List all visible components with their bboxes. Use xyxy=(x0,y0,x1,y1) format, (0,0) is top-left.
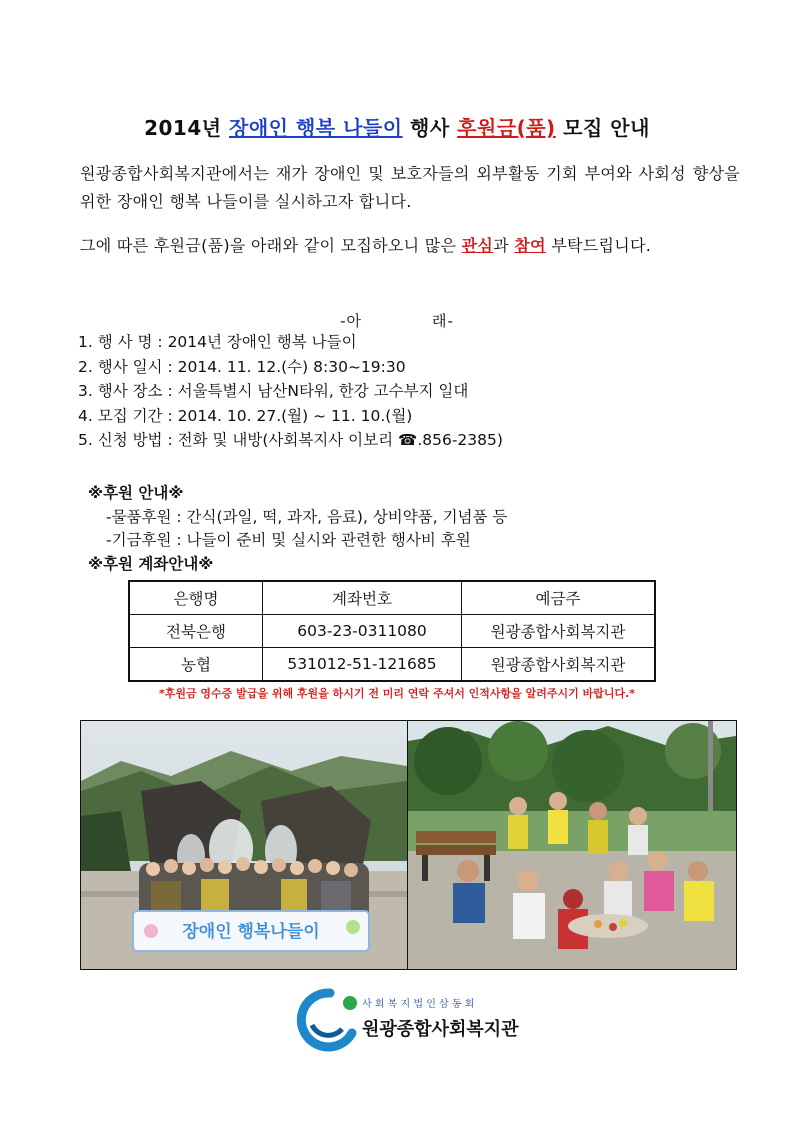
logo-mark xyxy=(290,985,550,1055)
list-item: 2. 행사 일시 : 2014. 11. 12.(수) 8:30~19:30 xyxy=(78,357,406,376)
list-item: 1. 행 사 명 : 2014년 장애인 행복 나들이 xyxy=(78,333,357,351)
picnic-photo-drawing xyxy=(408,721,736,969)
table-cell: 603-23-0311080 xyxy=(263,615,462,648)
table-header-cell: 예금주 xyxy=(462,581,656,615)
table-cell: 원광종합사회복지관 xyxy=(462,648,656,682)
money-support: -기금후원 : 나들이 준비 및 실시와 관련한 행사비 후원 xyxy=(106,531,471,549)
support-heading: ※후원 안내※ xyxy=(88,484,184,502)
page-title xyxy=(0,112,794,141)
participation-highlight: 참여 xyxy=(514,236,546,255)
support-section xyxy=(88,482,507,576)
table-cell: 전북은행 xyxy=(129,615,263,648)
title-recruit: 모집 안내 xyxy=(555,116,650,140)
table-header-cell: 계좌번호 xyxy=(263,581,462,615)
interest-highlight: 관심 xyxy=(461,236,494,255)
table-header-row xyxy=(129,581,655,615)
below-marker: -아 래- xyxy=(340,312,454,330)
request-paragraph: 그에 따른 후원금(품)을 아래와 같이 모집하오니 많은 관심과 참여 부탁드립니다. xyxy=(80,236,652,255)
table-cell: 531012-51-121685 xyxy=(263,648,462,682)
receipt-note: *후원금 영수증 발급을 위해 후원을 하시기 전 미리 연락 주셔서 인적사항을 알려주시기 바랍니다.* xyxy=(158,687,636,700)
table-header-cell: 은행명 xyxy=(129,581,263,615)
organization-logo xyxy=(290,985,550,1055)
logo-subtitle: 사 회 복 지 법 인 삼 동 회 xyxy=(362,999,475,1010)
group-photo xyxy=(80,720,408,970)
bank-account-table xyxy=(128,580,656,682)
title-event-name: 장애인 행복 나들이 xyxy=(229,116,403,140)
table-cell: 농협 xyxy=(129,648,263,682)
table-row xyxy=(129,648,655,682)
banner-text: 장애인 행복나들이 xyxy=(182,922,320,942)
list-item: 3. 행사 장소 : 서울특별시 남산N타워, 한강 고수부지 일대 xyxy=(78,382,469,400)
title-event: 행사 xyxy=(402,116,458,140)
event-details-list xyxy=(78,330,503,453)
picnic-photo xyxy=(407,720,737,970)
table-cell: 원광종합사회복지관 xyxy=(462,615,656,648)
list-item: 5. 신청 방법 : 전화 및 내방(사회복지사 이보리 ☎.856-2385) xyxy=(78,431,503,449)
account-heading: ※후원 계좌안내※ xyxy=(88,554,214,573)
title-year: 2014년 xyxy=(144,116,230,140)
table-row xyxy=(129,615,655,648)
goods-support: -물품후원 : 간식(과일, 떡, 과자, 음료), 상비약품, 기념품 등 xyxy=(106,507,508,526)
title-donation: 후원금(품) xyxy=(457,116,556,140)
logo-name: 원광종합사회복지관 xyxy=(362,1019,519,1040)
group-photo-drawing xyxy=(81,721,407,969)
list-item: 4. 모집 기간 : 2014. 10. 27.(월) ~ 11. 10.(월) xyxy=(78,406,413,425)
intro-paragraph: 원광종합사회복지관에서는 재가 장애인 및 보호자들의 외부활동 기회 부여와 사회성 향상을 위한 장애인 행복 나들이를 실시하고자 합니다. xyxy=(80,164,740,211)
